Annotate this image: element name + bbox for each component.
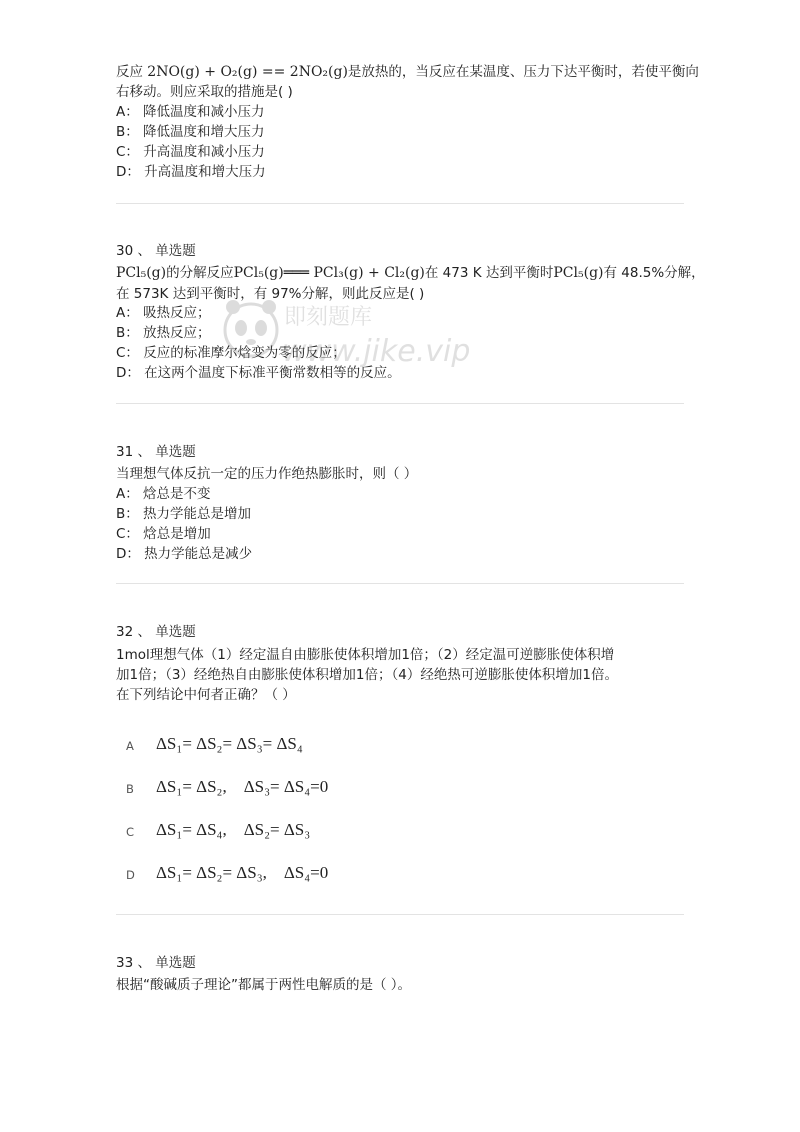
q32-header: 32 、 单选题	[116, 624, 196, 640]
option-letter: D	[126, 868, 135, 882]
q30-option-d[interactable]: D： 在这两个温度下标准平衡常数相等的反应。	[116, 365, 401, 381]
q29-option-b[interactable]: B： 降低温度和增大压力	[116, 124, 265, 140]
q31-stem: 当理想气体反抗一定的压力作绝热膨胀时，则（ ）	[116, 466, 418, 482]
q32-stem-line3: 在下列结论中何者正确？（ ）	[116, 687, 296, 703]
option-letter: B	[126, 782, 134, 796]
q30-option-b[interactable]: B： 放热反应；	[116, 325, 211, 341]
q29-stem-line1: 反应 2NO(g) + O₂(g) == 2NO₂(g)是放热的，当反应在某温度、压力下达平衡时，若使平衡向	[116, 64, 699, 80]
option-equation: ΔS₁= ΔS₂= ΔS₃= ΔS₄	[156, 734, 303, 753]
q30-option-c[interactable]: C： 反应的标准摩尔焓变为零的反应；	[116, 345, 346, 361]
option-letter: C	[126, 825, 135, 839]
q30-option-a[interactable]: A： 吸热反应；	[116, 305, 211, 321]
q31-option-c[interactable]: C： 焓总是增加	[116, 526, 211, 542]
q29-option-a[interactable]: A： 降低温度和减小压力	[116, 104, 265, 120]
q32-stem-line1: 1mol理想气体（1）经定温自由膨胀使体积增加1倍；（2）经定温可逆膨胀使体积增	[116, 647, 615, 663]
q30-stem-line2: 在 573K 达到平衡时，有 97%分解，则此反应是( )	[116, 286, 425, 302]
divider	[116, 403, 684, 404]
q29-formula: 2NO(g) + O₂(g) == 2NO₂(g)	[147, 64, 348, 80]
panda-logo-icon	[222, 298, 280, 360]
watermark-brand: 即刻题库	[284, 305, 373, 330]
option-equation: ΔS₁= ΔS₂, ΔS₃= ΔS₄=0	[156, 777, 329, 796]
q31-option-d[interactable]: D： 热力学能总是减少	[116, 546, 253, 562]
option-equation: ΔS₁= ΔS₂= ΔS₃, ΔS₄=0	[156, 863, 329, 882]
q31-option-a[interactable]: A： 焓总是不变	[116, 486, 211, 502]
option-equation: ΔS₁= ΔS₄, ΔS₂= ΔS₃	[156, 820, 311, 839]
q33-stem: 根据“酸碱质子理论”都属于两性电解质的是（ ）。	[116, 977, 412, 993]
watermark-url: www.jike.vip	[282, 334, 471, 369]
divider	[116, 914, 684, 915]
divider	[116, 203, 684, 204]
q31-option-b[interactable]: B： 热力学能总是增加	[116, 506, 252, 522]
option-letter: A	[126, 739, 134, 753]
q30-header: 30 、 单选题	[116, 243, 196, 259]
q32-stem-line2: 加1倍；（3）经绝热自由膨胀使体积增加1倍；（4）经绝热可逆膨胀使体积增加1倍。	[116, 667, 618, 683]
q31-header: 31 、 单选题	[116, 444, 196, 460]
q29-option-c[interactable]: C： 升高温度和减小压力	[116, 144, 265, 160]
q30-stem-line1: PCl₅(g)的分解反应PCl₅(g)═══ PCl₃(g) + Cl₂(g)在 473 K 达到平衡时PCl₅(g)有 48.5%分解，	[116, 265, 705, 281]
q29-option-d[interactable]: D： 升高温度和增大压力	[116, 164, 266, 180]
divider	[116, 583, 684, 584]
q29-stem-line2: 右移动。则应采取的措施是( )	[116, 84, 293, 100]
q33-header: 33 、 单选题	[116, 955, 196, 971]
watermark	[222, 298, 471, 428]
